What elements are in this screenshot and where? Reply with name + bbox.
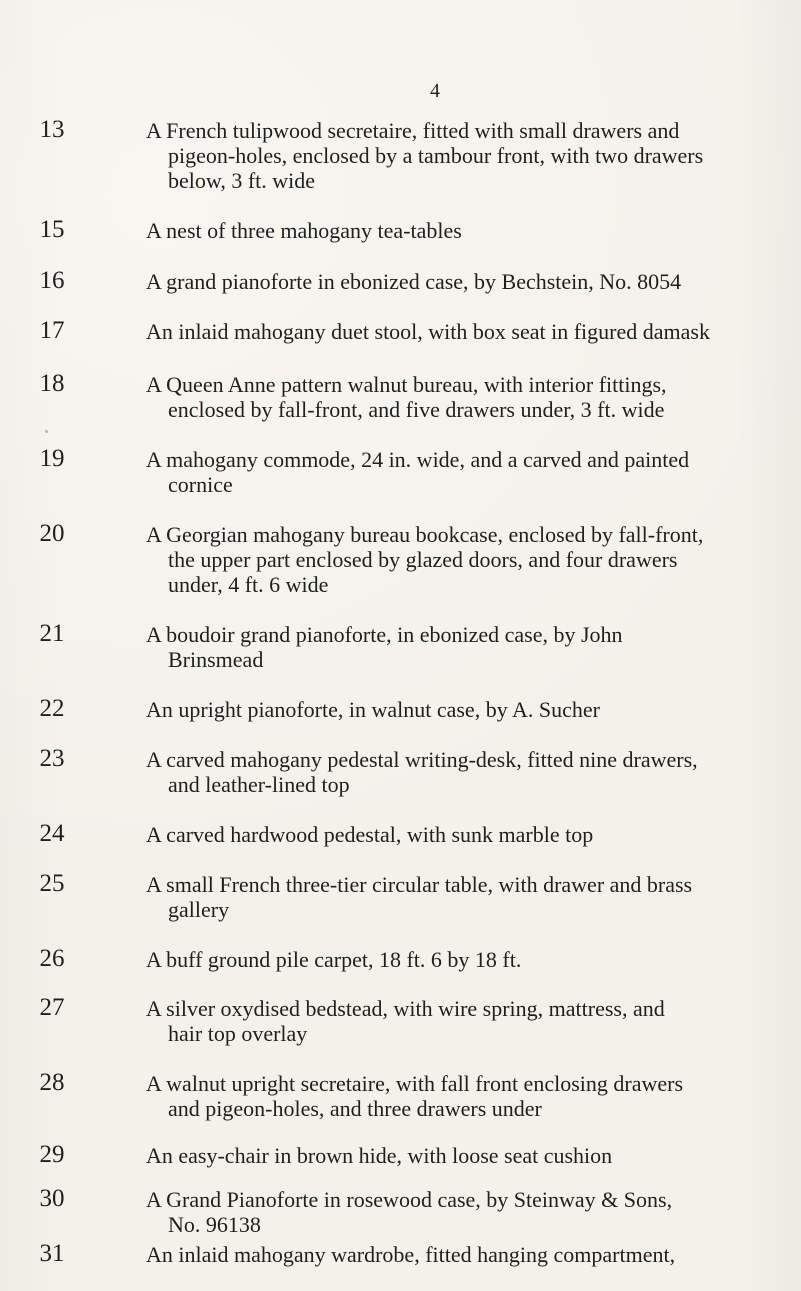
lot-number: 28 [39, 1069, 65, 1096]
description-line: A small French three-tier circular table, with drawer and brass [146, 872, 693, 897]
description-line: cornice [168, 472, 233, 497]
description-line: A carved hardwood pedestal, with sunk marble top [146, 822, 594, 847]
lot-description [146, 697, 784, 722]
lot-number: 20 [39, 520, 65, 547]
lot-number: 19 [39, 445, 65, 472]
lot-description [146, 1071, 784, 1121]
lot-number: 31 [39, 1240, 65, 1267]
description-line: below, 3 ft. wide [168, 168, 316, 193]
lot-description [146, 1242, 784, 1267]
lot-number: 18 [39, 370, 65, 397]
lot-description [146, 822, 784, 847]
lot-number: 22 [39, 695, 65, 722]
lot-number: 30 [39, 1185, 65, 1212]
lot-description [146, 218, 784, 243]
description-line: A nest of three mahogany tea-tables [146, 218, 462, 243]
description-line: A boudoir grand pianoforte, in ebonized case, by John [146, 622, 623, 647]
lot-number: 17 [39, 317, 65, 344]
lot-number: 23 [39, 745, 65, 772]
lot-description [146, 269, 784, 294]
description-line: Brinsmead [168, 647, 264, 672]
description-line: A mahogany commode, 24 in. wide, and a carved and painted [146, 447, 690, 472]
lot-number: 13 [39, 116, 65, 143]
description-line: pigeon-holes, enclosed by a tambour front, with two drawers [168, 143, 704, 168]
lot-number: 26 [39, 945, 65, 972]
lot-description [146, 118, 784, 193]
lot-description [146, 872, 784, 922]
lot-description [146, 447, 784, 497]
description-line: hair top overlay [168, 1021, 308, 1046]
lot-description [146, 747, 784, 797]
lot-description [146, 1143, 784, 1168]
lot-number: 24 [39, 820, 65, 847]
description-line: A carved mahogany pedestal writing-desk, fitted nine drawers, [146, 747, 698, 772]
lot-description [146, 622, 784, 672]
lot-description [146, 996, 784, 1046]
description-line: An upright pianoforte, in walnut case, by A. Sucher [146, 697, 600, 722]
description-line: enclosed by fall-front, and five drawers under, 3 ft. wide [168, 397, 665, 422]
lot-number: 29 [39, 1141, 65, 1168]
description-line: A buff ground pile carpet, 18 ft. 6 by 18 ft. [146, 947, 522, 972]
description-line: and leather-lined top [168, 772, 350, 797]
lot-description [146, 1187, 784, 1237]
description-line: under, 4 ft. 6 wide [168, 572, 329, 597]
paper-mark [45, 430, 48, 433]
lot-description [146, 372, 784, 422]
description-line: A grand pianoforte in ebonized case, by Bechstein, No. 8054 [146, 269, 682, 294]
description-line: A silver oxydised bedstead, with wire spring, mattress, and [146, 996, 665, 1021]
description-line: A Queen Anne pattern walnut bureau, with interior fittings, [146, 372, 667, 397]
description-line: An inlaid mahogany wardrobe, fitted hanging compartment, [146, 1242, 676, 1267]
lot-number: 27 [39, 994, 65, 1021]
description-line: and pigeon-holes, and three drawers under [168, 1096, 542, 1121]
description-line: A French tulipwood secretaire, fitted with small drawers and [146, 118, 680, 143]
page-number: 4 [430, 80, 441, 102]
lot-number: 25 [39, 870, 65, 897]
lot-description [146, 947, 784, 972]
description-line: the upper part enclosed by glazed doors, and four drawers [168, 547, 678, 572]
lot-number: 21 [39, 620, 65, 647]
description-line: A walnut upright secretaire, with fall front enclosing drawers [146, 1071, 684, 1096]
description-line: A Georgian mahogany bureau bookcase, enclosed by fall-front, [146, 522, 704, 547]
lot-number: 16 [39, 267, 65, 294]
description-line: gallery [168, 897, 230, 922]
lot-number: 15 [39, 216, 65, 243]
description-line: A Grand Pianoforte in rosewood case, by Steinway & Sons, [146, 1187, 673, 1212]
description-line: An inlaid mahogany duet stool, with box seat in figured damask [146, 319, 710, 344]
lot-description [146, 522, 784, 597]
description-line: An easy-chair in brown hide, with loose seat cushion [146, 1143, 613, 1168]
description-line: No. 96138 [168, 1212, 261, 1237]
lot-description [146, 319, 784, 344]
